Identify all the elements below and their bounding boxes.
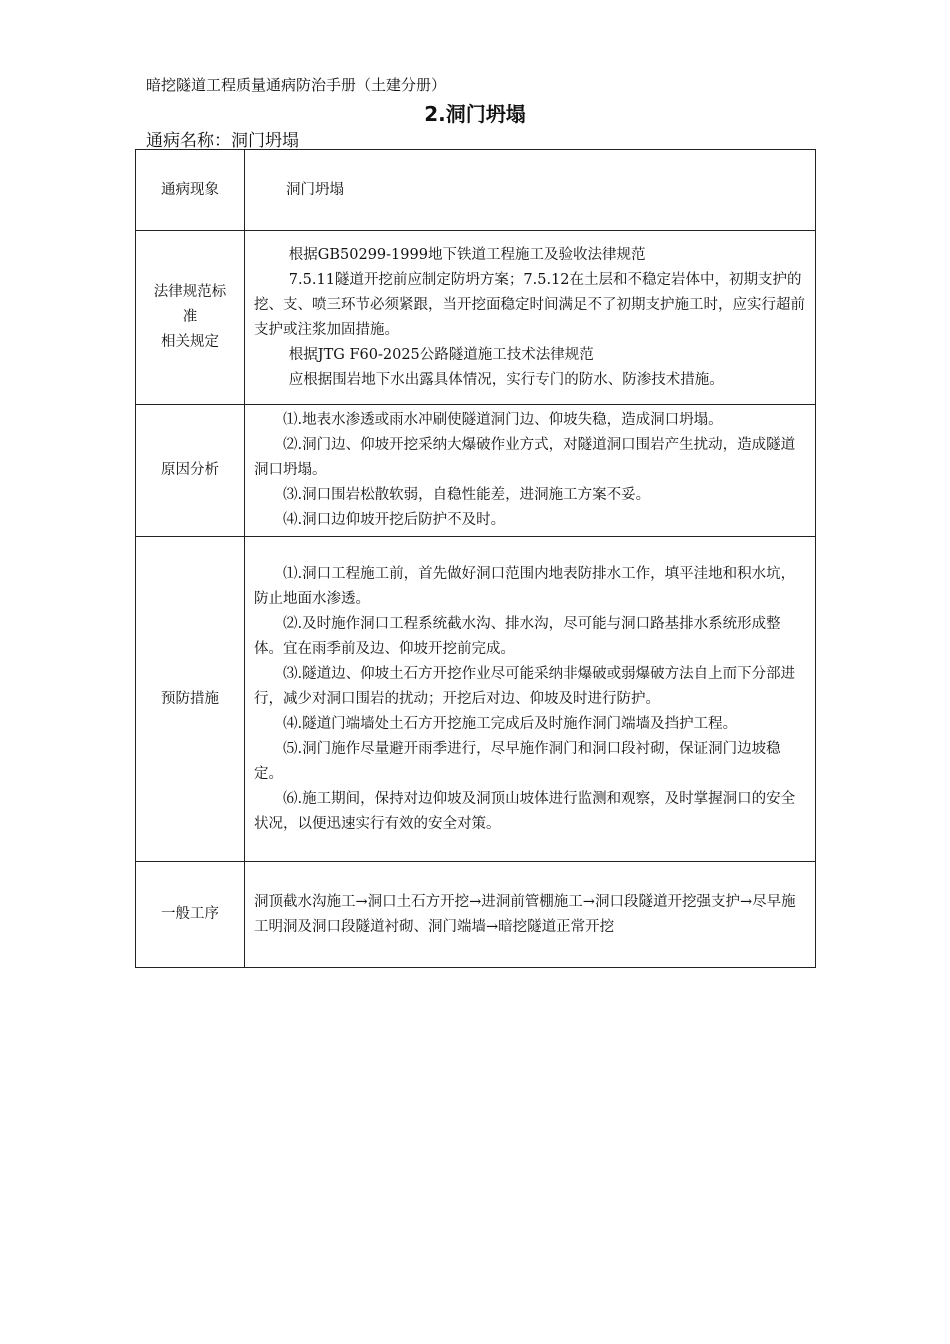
- section-title: 2.洞门坍塌: [424, 102, 526, 126]
- regulations-label: [136, 231, 245, 405]
- regulations-label-line3: 相关规定: [161, 334, 219, 350]
- prevention-item: ⑸.洞门施作尽量避开雨季进行，尽早施作洞门和洞口段衬砌，保证洞门边坡稳定。: [254, 740, 781, 782]
- regulations-label-line1: 法律规范标: [153, 284, 227, 300]
- defect-table: [135, 149, 816, 968]
- procedure-label: 一般工序: [136, 862, 245, 968]
- row-procedure: [136, 862, 816, 968]
- prevention-item: ⑷.隧道门端墙处土石方开挖施工完成后及时施作洞门端墙及挡护工程。: [283, 715, 738, 732]
- prevention-item: ⑹.施工期间，保持对边仰坡及洞顶山坡体进行监测和观察，及时掌握洞口的安全状况，以便迅速实行有效的安全对策。: [254, 790, 796, 832]
- regulation-paragraph: 应根据围岩地下水出露具体情况，实行专门的防水、防渗技术措施。: [288, 371, 724, 388]
- defect-name-line: [146, 126, 299, 151]
- regulations-content: [245, 231, 816, 405]
- causes-content: [245, 405, 816, 537]
- causes-label: 原因分析: [136, 405, 245, 537]
- regulation-paragraph: 7.5.11隧道开挖前应制定防坍方案；7.5.12在土层和不稳定岩体中，初期支护的挖、支、喷三环节必须紧跟，当开挖面稳定时间满足不了初期支护施工时，应实行超前支护或注浆加固措施。: [254, 271, 805, 338]
- defect-name-value: 洞门坍塌: [231, 131, 299, 151]
- phenomenon-label: 通病现象: [136, 150, 245, 231]
- procedure-content: [245, 862, 816, 968]
- phenomenon-text: 洞门坍塌: [286, 181, 344, 198]
- cause-item: ⑵.洞门边、仰坡开挖采纳大爆破作业方式，对隧道洞口围岩产生扰动，造成隧道洞口坍塌。: [254, 437, 796, 478]
- regulation-paragraph: 根据GB50299-1999地下铁道工程施工及验收法律规范: [288, 246, 646, 263]
- defect-name-label: 通病名称：: [146, 131, 231, 151]
- prevention-content: [245, 537, 816, 862]
- row-regulations: [136, 231, 816, 405]
- row-prevention: [136, 537, 816, 862]
- row-causes: [136, 405, 816, 537]
- running-header: 暗挖隧道工程质量通病防治手册（土建分册）: [146, 76, 447, 94]
- prevention-item: ⑶.隧道边、仰坡土石方开挖作业尽可能采纳非爆破或弱爆破方法自上而下分部进行，减少对洞口围岩的扰动；开挖后对边、仰坡及时进行防护。: [254, 665, 796, 707]
- regulation-paragraph: 根据JTG F60-2025公路隧道施工技术法律规范: [288, 346, 594, 363]
- procedure-text: 洞顶截水沟施工→洞口土石方开挖→进洞前管棚施工→洞口段隧道开挖强支护→尽早施工明洞及洞口段隧道衬砌、洞门端墙→暗挖隧道正常开挖: [254, 893, 796, 935]
- cause-item: ⑶.洞口围岩松散软弱，自稳性能差，进洞施工方案不妥。: [283, 487, 651, 503]
- prevention-item: ⑴.洞口工程施工前，首先做好洞口范围内地表防排水工作，填平洼地和积水坑，防止地面水渗透。: [254, 565, 796, 607]
- regulations-label-line2: 准: [182, 309, 198, 325]
- row-phenomenon: [136, 150, 816, 231]
- phenomenon-content: [245, 150, 816, 231]
- cause-item: ⑴.地表水渗透或雨水冲刷使隧道洞门边、仰坡失稳，造成洞口坍塌。: [283, 412, 723, 428]
- prevention-label: 预防措施: [136, 537, 245, 862]
- cause-item: ⑷.洞口边仰坡开挖后防护不及时。: [283, 512, 506, 528]
- prevention-item: ⑵.及时施作洞口工程系统截水沟、排水沟，尽可能与洞口路基排水系统形成整体。宜在雨季前及边、仰坡开挖前完成。: [254, 615, 781, 657]
